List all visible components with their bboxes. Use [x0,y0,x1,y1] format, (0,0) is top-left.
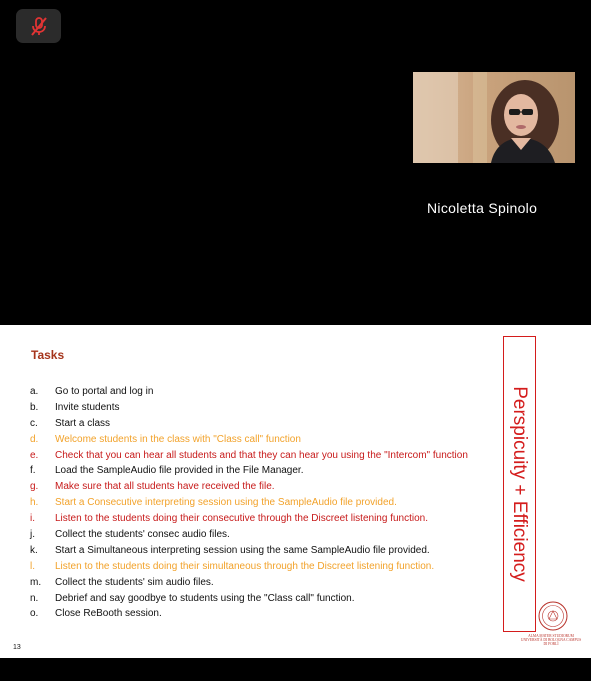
task-letter: f. [30,465,36,477]
task-item [30,432,468,448]
task-text: Listen to the students doing their simultaneous through the Discreet listening function. [55,560,435,572]
shared-slide [0,325,591,658]
participant-video-tile[interactable] [413,72,575,163]
task-letter: h. [30,497,39,509]
task-item [30,463,468,479]
microphone-muted-icon [28,15,50,37]
task-letter: a. [30,386,39,397]
participant-name-label: Nicoletta Spinolo [427,200,538,216]
slide-number: 13 [13,644,21,651]
task-letter: i. [30,513,35,525]
task-letter: d. [30,433,39,445]
task-letter: e. [30,449,39,461]
task-letter: g. [30,481,39,493]
task-item [30,606,468,622]
task-letter: k. [30,544,38,556]
task-item [30,400,468,416]
task-letter: n. [30,592,39,604]
task-text: Check that you can hear all students and that they can hear you using the "Intercom" function [55,449,468,461]
task-list [30,384,468,622]
task-text: Collect the students' consec audio files. [55,529,230,541]
task-letter: m. [30,576,42,588]
task-item [30,416,468,432]
task-letter: b. [30,401,39,413]
task-text: Listen to the students doing their consecutive through the Discreet listening function. [55,513,429,525]
participant-video-image [413,72,575,163]
task-item [30,527,468,543]
task-letter: j. [30,529,35,541]
task-item [30,591,468,607]
task-text: Go to portal and log in [55,386,154,397]
task-letter: l. [30,560,35,572]
slide-title: Tasks [31,348,65,362]
task-text: Load the SampleAudio file provided in the File Manager. [55,465,304,477]
slide-tagline: Perspicuity + Efficiency [509,386,530,582]
university-seal-logo [537,600,569,632]
task-text: Close ReBooth session. [55,608,162,620]
task-item [30,479,468,495]
task-text: Collect the students' sim audio files. [55,576,214,588]
task-letter: c. [30,417,38,429]
university-seal-caption: ALMA MATER STUDIORUM UNIVERSITÀ DI BOLOGNA CAMPUS DI FORLÌ [520,634,582,647]
task-text: Debrief and say goodbye to students using the "Class call" function. [55,592,355,604]
task-text: Start a Consecutive interpreting session using the SampleAudio file provided. [55,497,397,509]
task-text: Make sure that all students have received the file. [55,481,275,493]
task-item [30,448,468,464]
task-item [30,543,468,559]
task-item [30,575,468,591]
task-item [30,511,468,527]
mute-microphone-button[interactable] [16,9,61,43]
task-text: Start a class [55,417,111,429]
task-text: Start a Simultaneous interpreting session using the same SampleAudio file provided. [55,544,430,556]
task-item [30,384,468,400]
task-item [30,559,468,575]
task-text: Invite students [55,401,120,413]
task-text: Welcome students in the class with "Class call" function [55,433,301,445]
task-letter: o. [30,608,39,620]
task-item [30,495,468,511]
